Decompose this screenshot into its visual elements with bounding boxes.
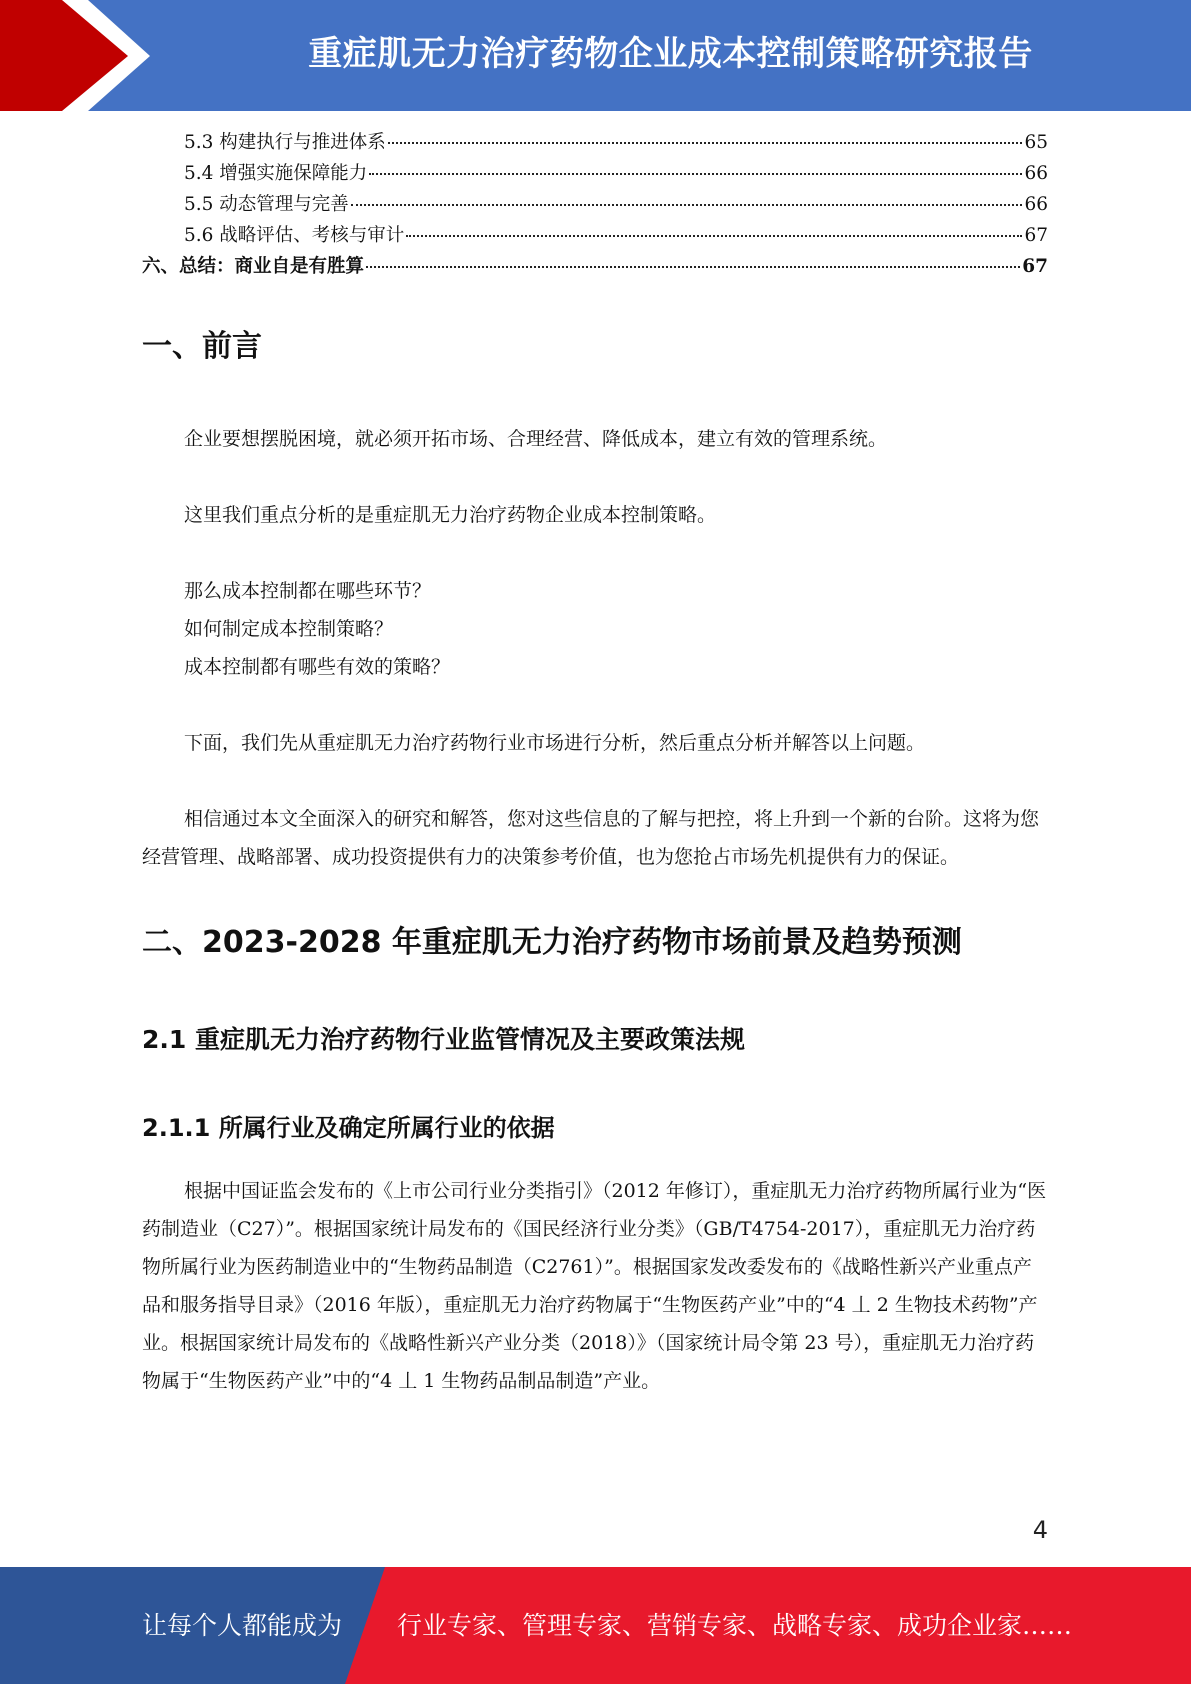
question-line: 那么成本控制都在哪些环节？ — [184, 580, 432, 602]
toc-item-page: 66 — [1024, 163, 1048, 184]
document-body — [142, 320, 1048, 1400]
toc-item-page: 65 — [1024, 132, 1048, 153]
toc-item[interactable] — [142, 190, 1048, 221]
paragraph: 这里我们重点分析的是重症肌无力治疗药物企业成本控制策略。 — [184, 504, 717, 526]
toc-item-page: 67 — [1024, 225, 1048, 246]
toc-item-label: 5.3 构建执行与推进体系 — [184, 132, 386, 153]
toc-leader-dots — [351, 204, 1023, 206]
toc-item-page: 67 — [1022, 256, 1048, 277]
page-number: 4 — [1032, 1516, 1048, 1544]
footer-slogan-left: 让每个人都能成为 — [142, 1611, 343, 1640]
footer-slogan-right: 行业专家、管理专家、营销专家、战略专家、成功企业家…… — [397, 1611, 1073, 1640]
toc-item[interactable] — [142, 252, 1048, 283]
toc-item-label: 5.6 战略评估、考核与审计 — [184, 225, 405, 246]
toc-item-label: 5.4 增强实施保障能力 — [184, 163, 368, 184]
question-line: 成本控制都有哪些有效的策略？ — [184, 656, 451, 678]
paragraph: 相信通过本文全面深入的研究和解答，您对这些信息的了解与把控，将上升到一个新的台阶。这将为您经营管理、战略部署、成功投资提供有力的决策参考价值，也为您抢占市场先机提供有力的保证。 — [142, 808, 1040, 868]
toc-item[interactable] — [142, 128, 1048, 159]
report-title: 重症肌无力治疗药物企业成本控制策略研究报告 — [308, 34, 1033, 74]
toc-leader-dots — [388, 142, 1023, 144]
toc-item-label: 六、总结：商业自是有胜算 — [142, 256, 365, 277]
toc-item[interactable] — [142, 221, 1048, 252]
toc-leader-dots — [406, 235, 1022, 237]
question-line: 如何制定成本控制策略？ — [184, 618, 394, 640]
toc-item-page: 66 — [1024, 194, 1048, 215]
section-heading-preface: 一、前言 — [142, 329, 262, 364]
subsection-heading: 2.1 重症肌无力治疗药物行业监管情况及主要政策法规 — [142, 1025, 745, 1054]
toc-item[interactable] — [142, 159, 1048, 190]
toc-item-label: 5.5 动态管理与完善 — [184, 194, 349, 215]
section-heading-market: 二、2023-2028 年重症肌无力治疗药物市场前景及趋势预测 — [142, 925, 962, 960]
header-chevron-icon — [0, 0, 150, 111]
page-header — [0, 0, 1191, 111]
paragraph: 下面，我们先从重症肌无力治疗药物行业市场进行分析，然后重点分析并解答以上问题。 — [184, 732, 926, 754]
paragraph: 企业要想摆脱困境，就必须开拓市场、合理经营、降低成本，建立有效的管理系统。 — [184, 428, 888, 450]
table-of-contents — [142, 128, 1048, 283]
subsubsection-heading: 2.1.1 所属行业及确定所属行业的依据 — [142, 1114, 555, 1142]
paragraph: 根据中国证监会发布的《上市公司行业分类指引》（2012 年修订），重症肌无力治疗药物所属行业为“医药制造业（C27）”。根据国家统计局发布的《国民经济行业分类》（GB/T4754-2017），重症肌无力治疗药物所属行业为医药制造业中的“生物药品制造（C2761）”。根据国家发改委发布的《战略性新兴产业重点产品和服务指导目录》（2016 年版），重症肌无力治疗药物属于“生物医药产业”中的“4 丄 2 生物技术药物”产业。根据国家统计局发布的《战略性新兴产业分类（2018）》（国家统计局令第 23 号），重症肌无力治疗药物属于“生物医药产业”中的“4 丄 1 生物药品制品制造”产业。 — [142, 1180, 1047, 1392]
page-footer — [0, 1567, 1191, 1684]
toc-leader-dots — [366, 266, 1020, 268]
toc-leader-dots — [369, 173, 1022, 175]
